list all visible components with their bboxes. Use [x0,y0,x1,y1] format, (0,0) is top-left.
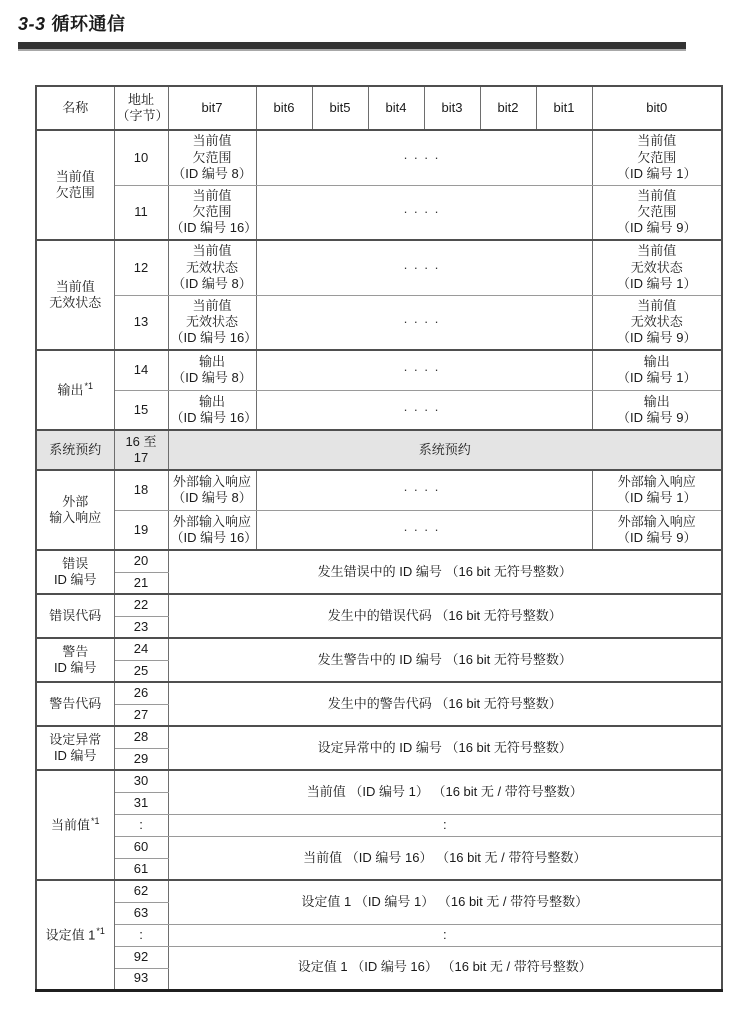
bit0-cell: 外部输入响应 （ID 编号 9） [592,510,722,550]
group-name-label: 当前值 [50,817,90,833]
dots-cell: ···· [256,240,592,295]
footnote-ref: *1 [84,381,94,392]
addr-cell: 60 [114,836,168,858]
addr-cell: 29 [114,748,168,770]
bit7-cell: 当前值 无效状态 （ID 编号 8） [168,240,256,295]
group-name-warning-id: 警告 ID 编号 [36,638,114,682]
group-name-present-value [36,770,114,880]
header-bit5: bit5 [312,86,368,130]
header-bit4: bit4 [368,86,424,130]
row-addr-62 [36,880,722,902]
row-addr-28 [36,726,722,748]
addr-cell: 31 [114,792,168,814]
bit0-cell: 当前值 欠范围 （ID 编号 1） [592,130,722,185]
word-content-cell: 当前值 （ID 编号 16） （16 bit 无 / 带符号整数） [168,836,722,880]
dots-cell: ···· [256,350,592,390]
bit7-cell: 当前值 欠范围 （ID 编号 8） [168,130,256,185]
group-name-error-code: 错误代码 [36,594,114,638]
row-addr-22 [36,594,722,616]
dots-cell: ···· [256,130,592,185]
bit7-cell: 输出 （ID 编号 8） [168,350,256,390]
addr-cell: 27 [114,704,168,726]
addr-cell: 92 [114,946,168,968]
bit7-cell: 输出 （ID 编号 16） [168,390,256,430]
bit7-cell: 外部输入响应 （ID 编号 8） [168,470,256,510]
word-content-cell: 发生错误中的 ID 编号 （16 bit 无符号整数） [168,550,722,594]
row-addr-20 [36,550,722,572]
bit7-cell: 外部输入响应 （ID 编号 16） [168,510,256,550]
word-content-cell: 设定异常中的 ID 编号 （16 bit 无符号整数） [168,726,722,770]
group-name-error-id: 错误 ID 编号 [36,550,114,594]
bit0-cell: 当前值 欠范围 （ID 编号 9） [592,185,722,240]
row-addr-16-17-reserved [36,430,722,470]
header-bit0: bit0 [592,86,722,130]
row-addr-26 [36,682,722,704]
addr-cell: 13 [114,295,168,350]
header-bit7: bit7 [168,86,256,130]
addr-cell: 21 [114,572,168,594]
section-number: 3-3 [18,14,46,34]
group-name-invalid-status: 当前值 无效状态 [36,240,114,350]
row-addr-15 [36,390,722,430]
row-addr-12 [36,240,722,295]
group-name-warning-code: 警告代码 [36,682,114,726]
bit0-cell: 输出 （ID 编号 1） [592,350,722,390]
footnote-ref: *1 [96,925,105,936]
header-address: 地址 （字节） [114,86,168,130]
row-ellipsis [36,814,722,836]
addr-cell: 23 [114,616,168,638]
row-addr-30 [36,770,722,792]
ellipsis-content-cell: : [168,924,722,946]
header-row [36,86,722,130]
addr-cell: : [114,814,168,836]
bit0-cell: 当前值 无效状态 （ID 编号 9） [592,295,722,350]
ellipsis-content-cell: : [168,814,722,836]
addr-cell: 28 [114,726,168,748]
word-content-cell: 设定值 1 （ID 编号 1） （16 bit 无 / 带符号整数） [168,880,722,924]
dots-cell: ···· [256,470,592,510]
header-name: 名称 [36,86,114,130]
section-name: 循环通信 [51,14,126,34]
row-addr-10 [36,130,722,185]
group-name-label: 设定值 1 [45,927,96,943]
addr-cell: 15 [114,390,168,430]
header-bit2: bit2 [480,86,536,130]
footnote-ref: *1 [91,816,100,827]
row-addr-92 [36,946,722,968]
addr-cell: 25 [114,660,168,682]
row-ellipsis [36,924,722,946]
row-addr-13 [36,295,722,350]
row-addr-18 [36,470,722,510]
addr-cell: 63 [114,902,168,924]
addr-cell: 10 [114,130,168,185]
section-divider-rule [18,42,686,51]
header-bit3: bit3 [424,86,480,130]
bit0-cell: 外部输入响应 （ID 编号 1） [592,470,722,510]
bit0-cell: 当前值 无效状态 （ID 编号 1） [592,240,722,295]
header-bit1: bit1 [536,86,592,130]
addr-cell: 22 [114,594,168,616]
group-name-under-range: 当前值 欠范围 [36,130,114,240]
reserved-content-cell: 系统预约 [168,430,722,470]
addr-cell: 30 [114,770,168,792]
word-content-cell: 发生中的警告代码 （16 bit 无符号整数） [168,682,722,726]
dots-cell: ···· [256,295,592,350]
dots-cell: ···· [256,510,592,550]
row-addr-19 [36,510,722,550]
row-addr-14 [36,350,722,390]
dots-cell: ···· [256,185,592,240]
word-content-cell: 设定值 1 （ID 编号 16） （16 bit 无 / 带符号整数） [168,946,722,990]
addr-cell: : [114,924,168,946]
addr-cell: 18 [114,470,168,510]
group-name-ext-input: 外部 输入响应 [36,470,114,550]
addr-cell: 14 [114,350,168,390]
row-addr-24 [36,638,722,660]
header-bit6: bit6 [256,86,312,130]
addr-cell: 11 [114,185,168,240]
addr-cell: 93 [114,968,168,990]
group-name-setting-error-id: 设定异常 ID 编号 [36,726,114,770]
dots-cell: ···· [256,390,592,430]
addr-cell: 24 [114,638,168,660]
section-title [18,10,126,36]
row-addr-11 [36,185,722,240]
group-name-label: 输出 [57,382,84,398]
addr-cell: 62 [114,880,168,902]
addr-cell: 20 [114,550,168,572]
group-name-reserved: 系统预约 [36,430,114,470]
row-addr-60 [36,836,722,858]
bit7-cell: 当前值 欠范围 （ID 编号 16） [168,185,256,240]
group-name-output [36,350,114,430]
addr-cell: 16 至 17 [114,430,168,470]
addr-cell: 19 [114,510,168,550]
addr-cell: 61 [114,858,168,880]
word-content-cell: 发生警告中的 ID 编号 （16 bit 无符号整数） [168,638,722,682]
bit7-cell: 当前值 无效状态 （ID 编号 16） [168,295,256,350]
bit0-cell: 输出 （ID 编号 9） [592,390,722,430]
group-name-set-value [36,880,114,990]
addr-cell: 12 [114,240,168,295]
cyclic-communication-memory-map-table [35,85,723,992]
addr-cell: 26 [114,682,168,704]
word-content-cell: 当前值 （ID 编号 1） （16 bit 无 / 带符号整数） [168,770,722,814]
word-content-cell: 发生中的错误代码 （16 bit 无符号整数） [168,594,722,638]
